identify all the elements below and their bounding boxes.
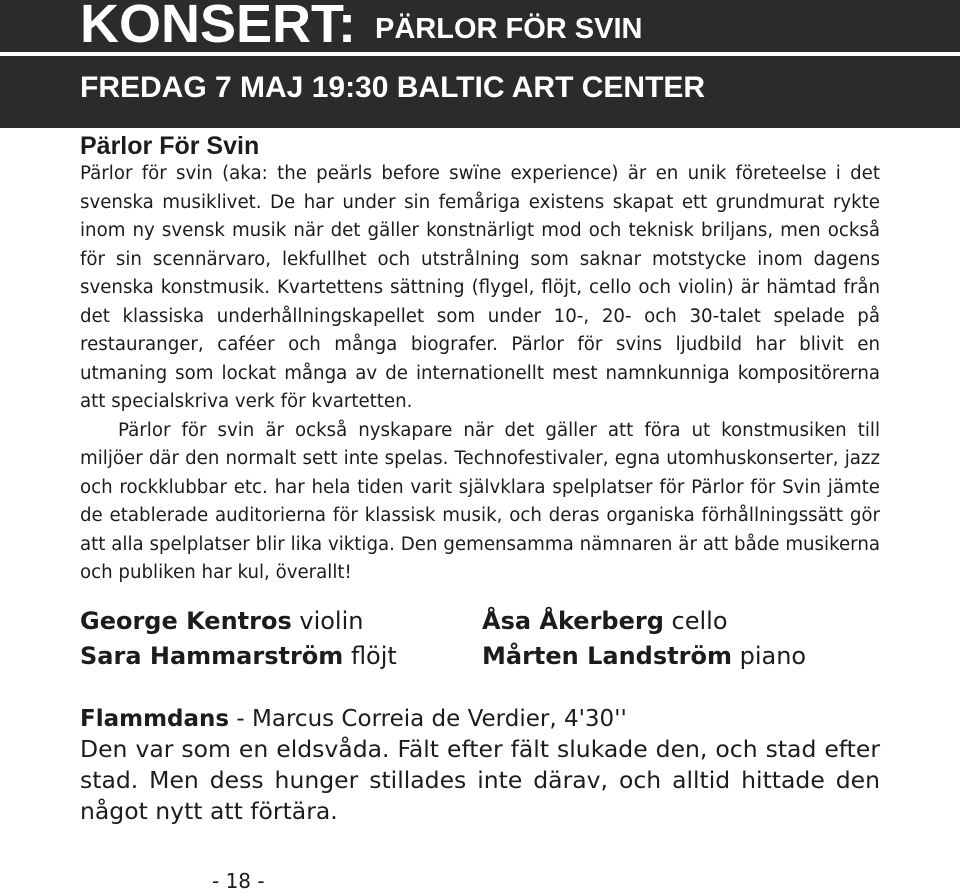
description-paragraph-2: Pärlor för svin är också nyskapare när det gäller att föra ut konstmusiken till miljöer där den normalt sett inte spelas. Technofestivaler, egna utomhuskonserter, jazz och rockklubbar etc. har hela tiden varit självklara spelplatser för Pärlor för Svin jämte de etablerade auditorierna för klassisk musik, och deras organiska förhållningssätt gör att alla spelplatser blir lika viktiga. Den gemensamma nämnaren är att både musikerna och publiken har kul, överallt! (80, 419, 880, 583)
musician-instrument: cello (671, 607, 728, 635)
concert-subtitle: PÄRLOR FÖR SVIN (375, 13, 643, 45)
musician-instrument: piano (739, 642, 807, 670)
musician-column-right (482, 604, 806, 674)
page-number: - 18 - (212, 869, 265, 893)
piece-heading (80, 704, 880, 735)
piece-title: Flammdans (80, 706, 230, 732)
band-heading: Pärlor För Svin (80, 132, 260, 160)
concert-title: KONSERT: (80, 0, 357, 54)
musician-column-left (80, 604, 397, 674)
band-description (80, 160, 880, 588)
description-paragraph-1: Pärlor för svin (aka: the peärls before swïne experience) är en unik företeelse i det svenska musiklivet. De har under sin femåriga existens skapat ett grundmurat rykte inom ny svensk musik när det gäller konstnärligt mod och teknisk briljans, men också för sin scennärvaro, lekfullhet och utstrålning som saknar motstycke inom dagens svenska konstmusik. Kvartettens sättning (flygel, flöjt, cello och violin) är hämtad från det klassiska underhållningskapellet som under 10-, 20- och 30-talet spelade på restauranger, caféer och många biografer. Pärlor för svins ljudbild har blivit en utmaning som lockat många av de internationellt mest namnkunniga kompositörerna att specialskriva verk för kvartetten. (80, 163, 880, 412)
event-date-venue: FREDAG 7 MAJ 19:30 BALTIC ART CENTER (80, 71, 706, 104)
musician-instrument: flöjt (350, 642, 397, 670)
musician-name: Åsa Åkerberg (482, 607, 664, 635)
date-band (0, 56, 960, 128)
musician-entry (482, 639, 806, 674)
musician-instrument: violin (299, 607, 364, 635)
musician-entry (80, 604, 397, 639)
musician-name: Sara Hammarström (80, 642, 344, 670)
musician-entry (482, 604, 806, 639)
musician-entry (80, 639, 397, 674)
musician-name: George Kentros (80, 607, 292, 635)
piece-text: Den var som en eldsvåda. Fält efter fält slukade den, och stad efter stad. Men dess hunger stillades inte därav, och alltid hittade den något nytt att förtära. (80, 735, 880, 825)
piece-credit: - Marcus Correia de Verdier, 4'30'' (229, 706, 627, 732)
musician-name: Mårten Landström (482, 642, 732, 670)
title-band (0, 0, 960, 52)
